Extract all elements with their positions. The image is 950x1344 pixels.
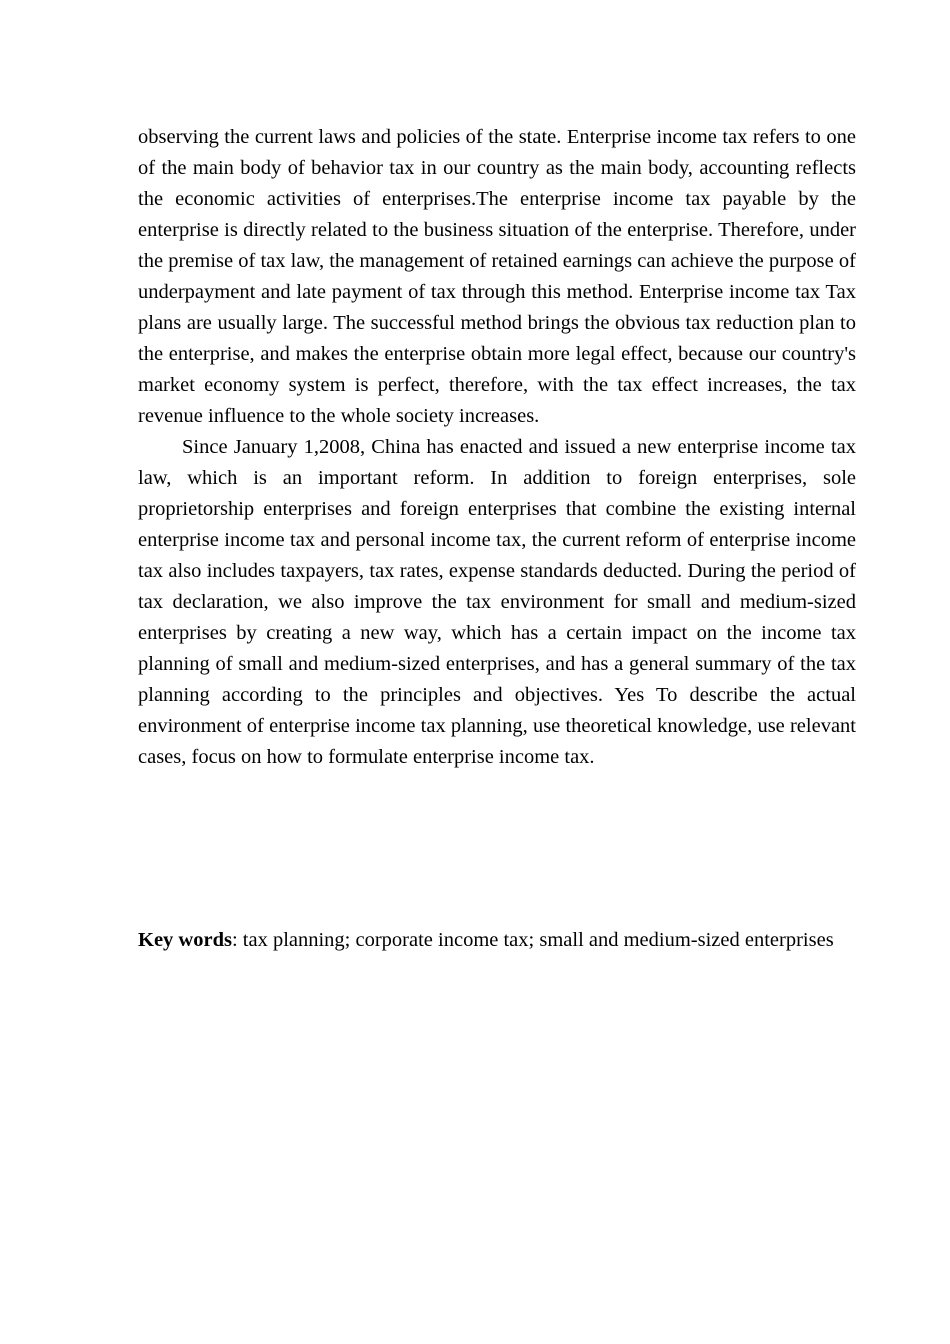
keywords-line bbox=[138, 925, 838, 956]
paragraph-tax-law-reform: Since January 1,2008, China has enacted and issued a new enterprise income tax law, which is an important reform. In addition to foreign enterprises, sole proprietorship enterprises and foreign enterprises that combine the existing internal enterprise income tax and personal income tax, the current reform of enterprise income tax also includes taxpayers, tax rates, expense standards deducted. During the period of tax declaration, we also improve the tax environment for small and medium-sized enterprises by creating a new way, which has a certain impact on the income tax planning of small and medium-sized enterprises, and has a general summary of the tax planning according to the principles and objectives. Yes To describe the actual environment of enterprise income tax planning, use theoretical knowledge, use relevant cases, focus on how to formulate enterprise income tax. bbox=[138, 436, 856, 768]
paragraph-continuation: observing the current laws and policies of the state. Enterprise income tax refers to one of the main body of behavior tax in our country as the main body, accounting reflects the economic activities of enterprises.The enterprise income tax payable by the enterprise is directly related to the business situation of the enterprise. Therefore, under the premise of tax law, the management of retained earnings can achieve the purpose of underpayment and late payment of tax through this method. Enterprise income tax Tax plans are usually large. The successful method brings the obvious tax reduction plan to the enterprise, and makes the enterprise obtain more legal effect, because our country's market economy system is perfect, therefore, with the tax effect increases, the tax revenue influence to the whole society increases. bbox=[138, 126, 856, 427]
keywords-label: Key words bbox=[138, 929, 232, 951]
body-text bbox=[138, 122, 856, 773]
keywords-text: : tax planning; corporate income tax; small and medium-sized enterprises bbox=[231, 929, 834, 951]
